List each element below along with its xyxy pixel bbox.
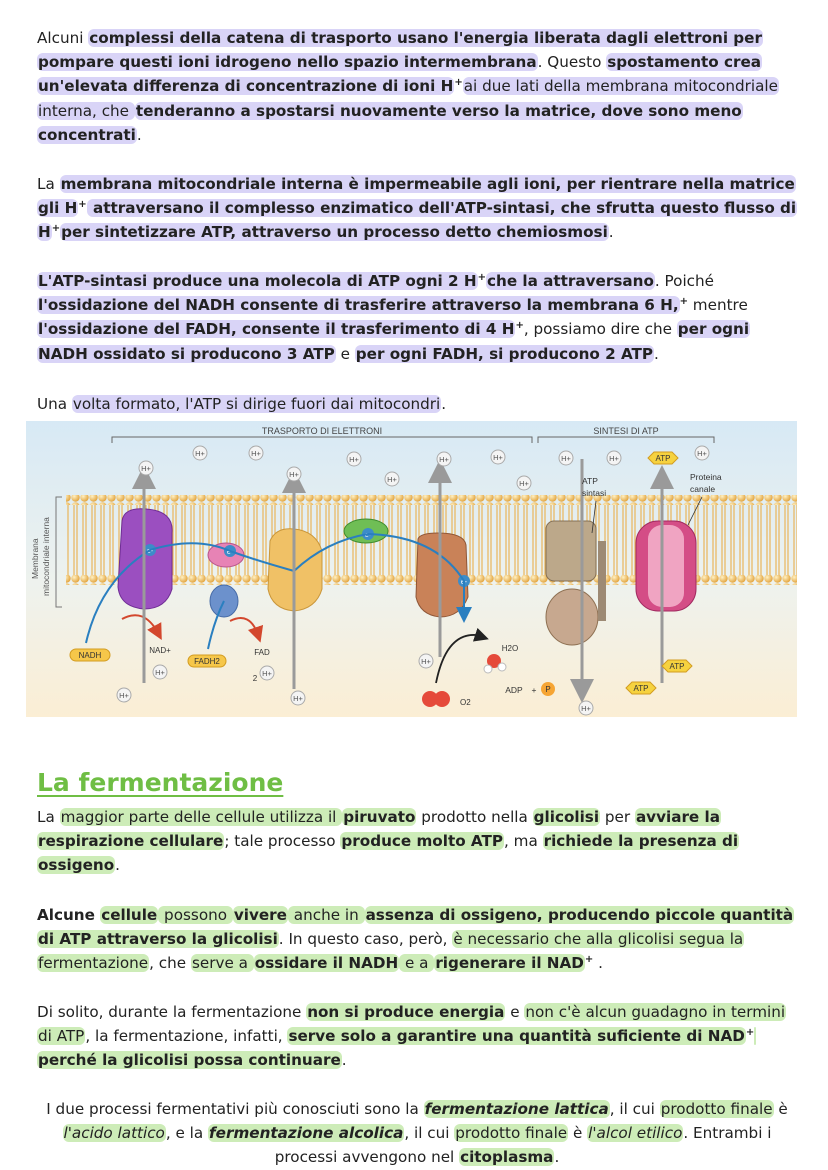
text-segment: , il cui bbox=[609, 1100, 660, 1118]
text-segment: citoplasma bbox=[460, 1148, 554, 1167]
paragraph-atp-yield bbox=[37, 269, 797, 366]
text-segment: , e la bbox=[165, 1124, 209, 1143]
text-segment: ossidare il NADH bbox=[254, 954, 399, 973]
proton: H+ bbox=[293, 694, 303, 703]
proton: H+ bbox=[251, 449, 261, 458]
paragraph-anaerobic bbox=[37, 903, 797, 976]
text-segment: l'acido lattico bbox=[63, 1124, 165, 1143]
two-label: 2 bbox=[252, 674, 258, 683]
atp-synthase-label-2: sintasi bbox=[582, 488, 607, 498]
text-segment: per ogni NADH ossidato si producono 3 ATP bbox=[38, 320, 750, 363]
text-segment: per ogni FADH, si producono 2 ATP bbox=[355, 344, 654, 363]
text-segment: per sintetizzare ATP, attraverso un processo detto chemiosmosi bbox=[61, 223, 608, 242]
nadh-label: NADH bbox=[78, 651, 102, 660]
proton: H+ bbox=[387, 475, 397, 484]
proton: H+ bbox=[421, 657, 431, 666]
atp-badge: ATP bbox=[633, 684, 649, 693]
text-segment: . bbox=[136, 125, 142, 144]
text-segment: serve a bbox=[191, 954, 253, 973]
adp-label: ADP bbox=[505, 685, 523, 695]
text-segment: tenderanno a spostarsi nuovamente verso la matrice, dove sono meno concentrati bbox=[38, 101, 742, 144]
text-segment: . bbox=[608, 223, 614, 242]
text-segment: . Questo bbox=[537, 53, 607, 72]
text-segment: prodotto finale bbox=[660, 1100, 773, 1118]
text-segment: , che bbox=[149, 954, 191, 973]
proton: H+ bbox=[119, 691, 129, 700]
text-segment: , possiamo dire che bbox=[523, 320, 677, 339]
proton: H+ bbox=[561, 454, 571, 463]
paragraph-proton-pumping bbox=[37, 26, 797, 147]
text-segment: . Entrambi i processi avvengono nel bbox=[274, 1124, 772, 1167]
proton: H+ bbox=[349, 455, 359, 464]
text-segment: Alcune bbox=[37, 906, 101, 924]
text-segment: attraversano il complesso enzimatico dell'ATP-sintasi, che sfrutta questo flusso di H bbox=[38, 199, 797, 242]
text-segment: e bbox=[335, 344, 355, 363]
text-segment: + bbox=[78, 199, 87, 211]
oxygen-label: O2 bbox=[460, 698, 471, 707]
text-segment: , la fermentazione, infatti, bbox=[85, 1027, 288, 1046]
phosphate-label: P bbox=[545, 685, 551, 694]
proton: H+ bbox=[519, 479, 529, 488]
paragraph-atp-synthase-flow bbox=[37, 172, 797, 245]
text-segment: e a bbox=[400, 954, 434, 973]
text-segment: anche in bbox=[288, 906, 364, 924]
text-segment: . bbox=[341, 1051, 347, 1070]
text-segment: , il cui bbox=[404, 1124, 455, 1143]
proton: H+ bbox=[581, 704, 591, 713]
text-segment: glicolisi bbox=[533, 808, 600, 826]
proton: H+ bbox=[697, 449, 707, 458]
paragraph-atp-exit bbox=[37, 392, 797, 416]
text-segment: . Poiché bbox=[654, 272, 714, 290]
nad-plus-label: NAD+ bbox=[149, 646, 171, 655]
text-segment: . bbox=[441, 395, 447, 413]
text-segment: + bbox=[477, 271, 486, 283]
text-segment: complessi della catena di trasporto usano l'energia liberata dagli elettroni per pompare questi ioni idrogeno nello spazio intermembrana bbox=[38, 29, 762, 72]
text-segment: rigenerare il NAD bbox=[435, 954, 584, 973]
text-segment: ai due lati della membrana mitocondriale interna, che bbox=[38, 77, 778, 120]
text-segment: ; tale processo bbox=[224, 832, 341, 851]
header-synthesis: SINTESI DI ATP bbox=[593, 426, 659, 436]
proton: H+ bbox=[439, 455, 449, 464]
atp-badge: ATP bbox=[669, 662, 685, 671]
text-segment: e bbox=[505, 1003, 525, 1021]
atp-synthase-label-1: ATP bbox=[582, 476, 598, 486]
membrane-label-2: mitocondriale interna bbox=[41, 517, 51, 596]
text-segment: spostamento crea un'elevata differenza di concentrazione di ioni H bbox=[38, 53, 762, 96]
water-label: H2O bbox=[501, 644, 519, 653]
text-segment: Di solito, durante la fermentazione bbox=[37, 1003, 307, 1021]
electron-4: e- bbox=[460, 579, 468, 586]
fadh2-label: FADH2 bbox=[194, 657, 220, 666]
text-segment: + bbox=[515, 320, 524, 332]
text-segment: prodotto finale bbox=[455, 1124, 568, 1143]
text-segment: è necessario che alla glicolisi segua la fermentazione bbox=[38, 930, 744, 973]
text-segment: L'ATP-sintasi produce una molecola di ATP ogni 2 H bbox=[38, 272, 477, 290]
text-segment: avviare la respirazione cellulare bbox=[38, 808, 720, 851]
paragraph-respiration bbox=[37, 805, 797, 878]
text-segment: maggior parte delle cellule utilizza il bbox=[60, 808, 342, 826]
electron-1: e- bbox=[146, 548, 154, 555]
text-segment: cellule bbox=[101, 906, 158, 924]
text-segment: mentre bbox=[687, 296, 748, 315]
text-segment: produce molto ATP bbox=[341, 832, 503, 851]
text-segment: . bbox=[654, 344, 659, 363]
text-segment: + bbox=[745, 1027, 755, 1039]
text-segment: volta formato, l'ATP si dirige fuori dai mitocondri bbox=[72, 395, 441, 413]
text-segment: possono bbox=[159, 906, 232, 924]
proton: H+ bbox=[609, 454, 619, 463]
proton: H+ bbox=[262, 669, 272, 678]
section-heading-fermentation: La fermentazione bbox=[37, 768, 284, 797]
text-segment: membrana mitocondriale interna è impermeabile agli ioni, per rientrare nella matrice gli H bbox=[38, 175, 795, 218]
text-segment: + bbox=[51, 223, 61, 235]
electron-3: e- bbox=[364, 532, 372, 539]
text-segment: Una bbox=[37, 395, 72, 413]
channel-protein-label-2: canale bbox=[690, 484, 716, 494]
proton: H+ bbox=[493, 453, 503, 462]
text-segment: serve solo a garantire una quantità suficiente di NAD bbox=[288, 1027, 745, 1046]
proton: H+ bbox=[141, 464, 151, 473]
plus-label: + bbox=[531, 685, 537, 695]
text-segment: assenza di ossigeno, producendo piccole quantità di ATP attraverso la glicolisi bbox=[38, 906, 794, 949]
text-segment: per bbox=[600, 808, 635, 826]
electron-2: e- bbox=[226, 549, 234, 556]
text-segment: fermentazione alcolica bbox=[209, 1124, 404, 1143]
text-segment: La bbox=[37, 808, 60, 826]
text-segment: non si produce energia bbox=[307, 1003, 505, 1021]
text-segment: . In questo caso, però, bbox=[278, 930, 453, 949]
text-segment: . bbox=[115, 856, 120, 875]
text-segment: l'alcol etilico bbox=[588, 1124, 683, 1143]
proton: H+ bbox=[289, 470, 299, 479]
text-segment: + bbox=[454, 77, 463, 89]
text-segment: richiede la presenza di ossigeno bbox=[38, 832, 739, 875]
text-segment: prodotto nella bbox=[416, 808, 533, 826]
text-segment: l'ossidazione del FADH, consente il trasferimento di 4 H bbox=[38, 320, 515, 339]
text-segment: Alcuni bbox=[37, 29, 89, 47]
channel-protein-label-1: Proteina bbox=[690, 472, 722, 482]
membrane-label-1: Membrana bbox=[30, 538, 40, 579]
text-segment: piruvato bbox=[343, 808, 416, 826]
proton: H+ bbox=[195, 449, 205, 458]
text-segment: che la attraversano bbox=[487, 272, 654, 290]
text-segment: perché la glicolisi possa continuare bbox=[37, 1027, 756, 1069]
text-segment: , ma bbox=[504, 832, 543, 851]
text-segment: l'ossidazione del NADH consente di trasferire attraverso la membrana 6 H, bbox=[38, 296, 679, 315]
text-segment: . bbox=[593, 954, 603, 973]
paragraph-no-energy bbox=[37, 1000, 797, 1073]
text-segment: vivere bbox=[233, 906, 287, 924]
text-segment: fermentazione lattica bbox=[424, 1100, 609, 1118]
text-segment: non c'è alcun guadagno in termini di ATP bbox=[38, 1003, 786, 1046]
paragraph-fermentation-types bbox=[37, 1097, 797, 1170]
header-transport: TRASPORTO DI ELETTRONI bbox=[261, 426, 383, 436]
electron-transport-figure bbox=[26, 421, 797, 717]
text-segment: + bbox=[679, 296, 688, 308]
text-segment: è bbox=[773, 1100, 788, 1118]
text-segment: La bbox=[37, 175, 60, 193]
fad-label: FAD bbox=[254, 648, 270, 657]
text-segment: I due processi fermentativi più conosciuti sono la bbox=[46, 1100, 424, 1118]
text-segment: è bbox=[568, 1124, 588, 1143]
text-segment: . bbox=[554, 1148, 560, 1167]
proton: H+ bbox=[155, 668, 165, 677]
text-segment: + bbox=[584, 954, 594, 966]
atp-badge: ATP bbox=[655, 454, 671, 463]
